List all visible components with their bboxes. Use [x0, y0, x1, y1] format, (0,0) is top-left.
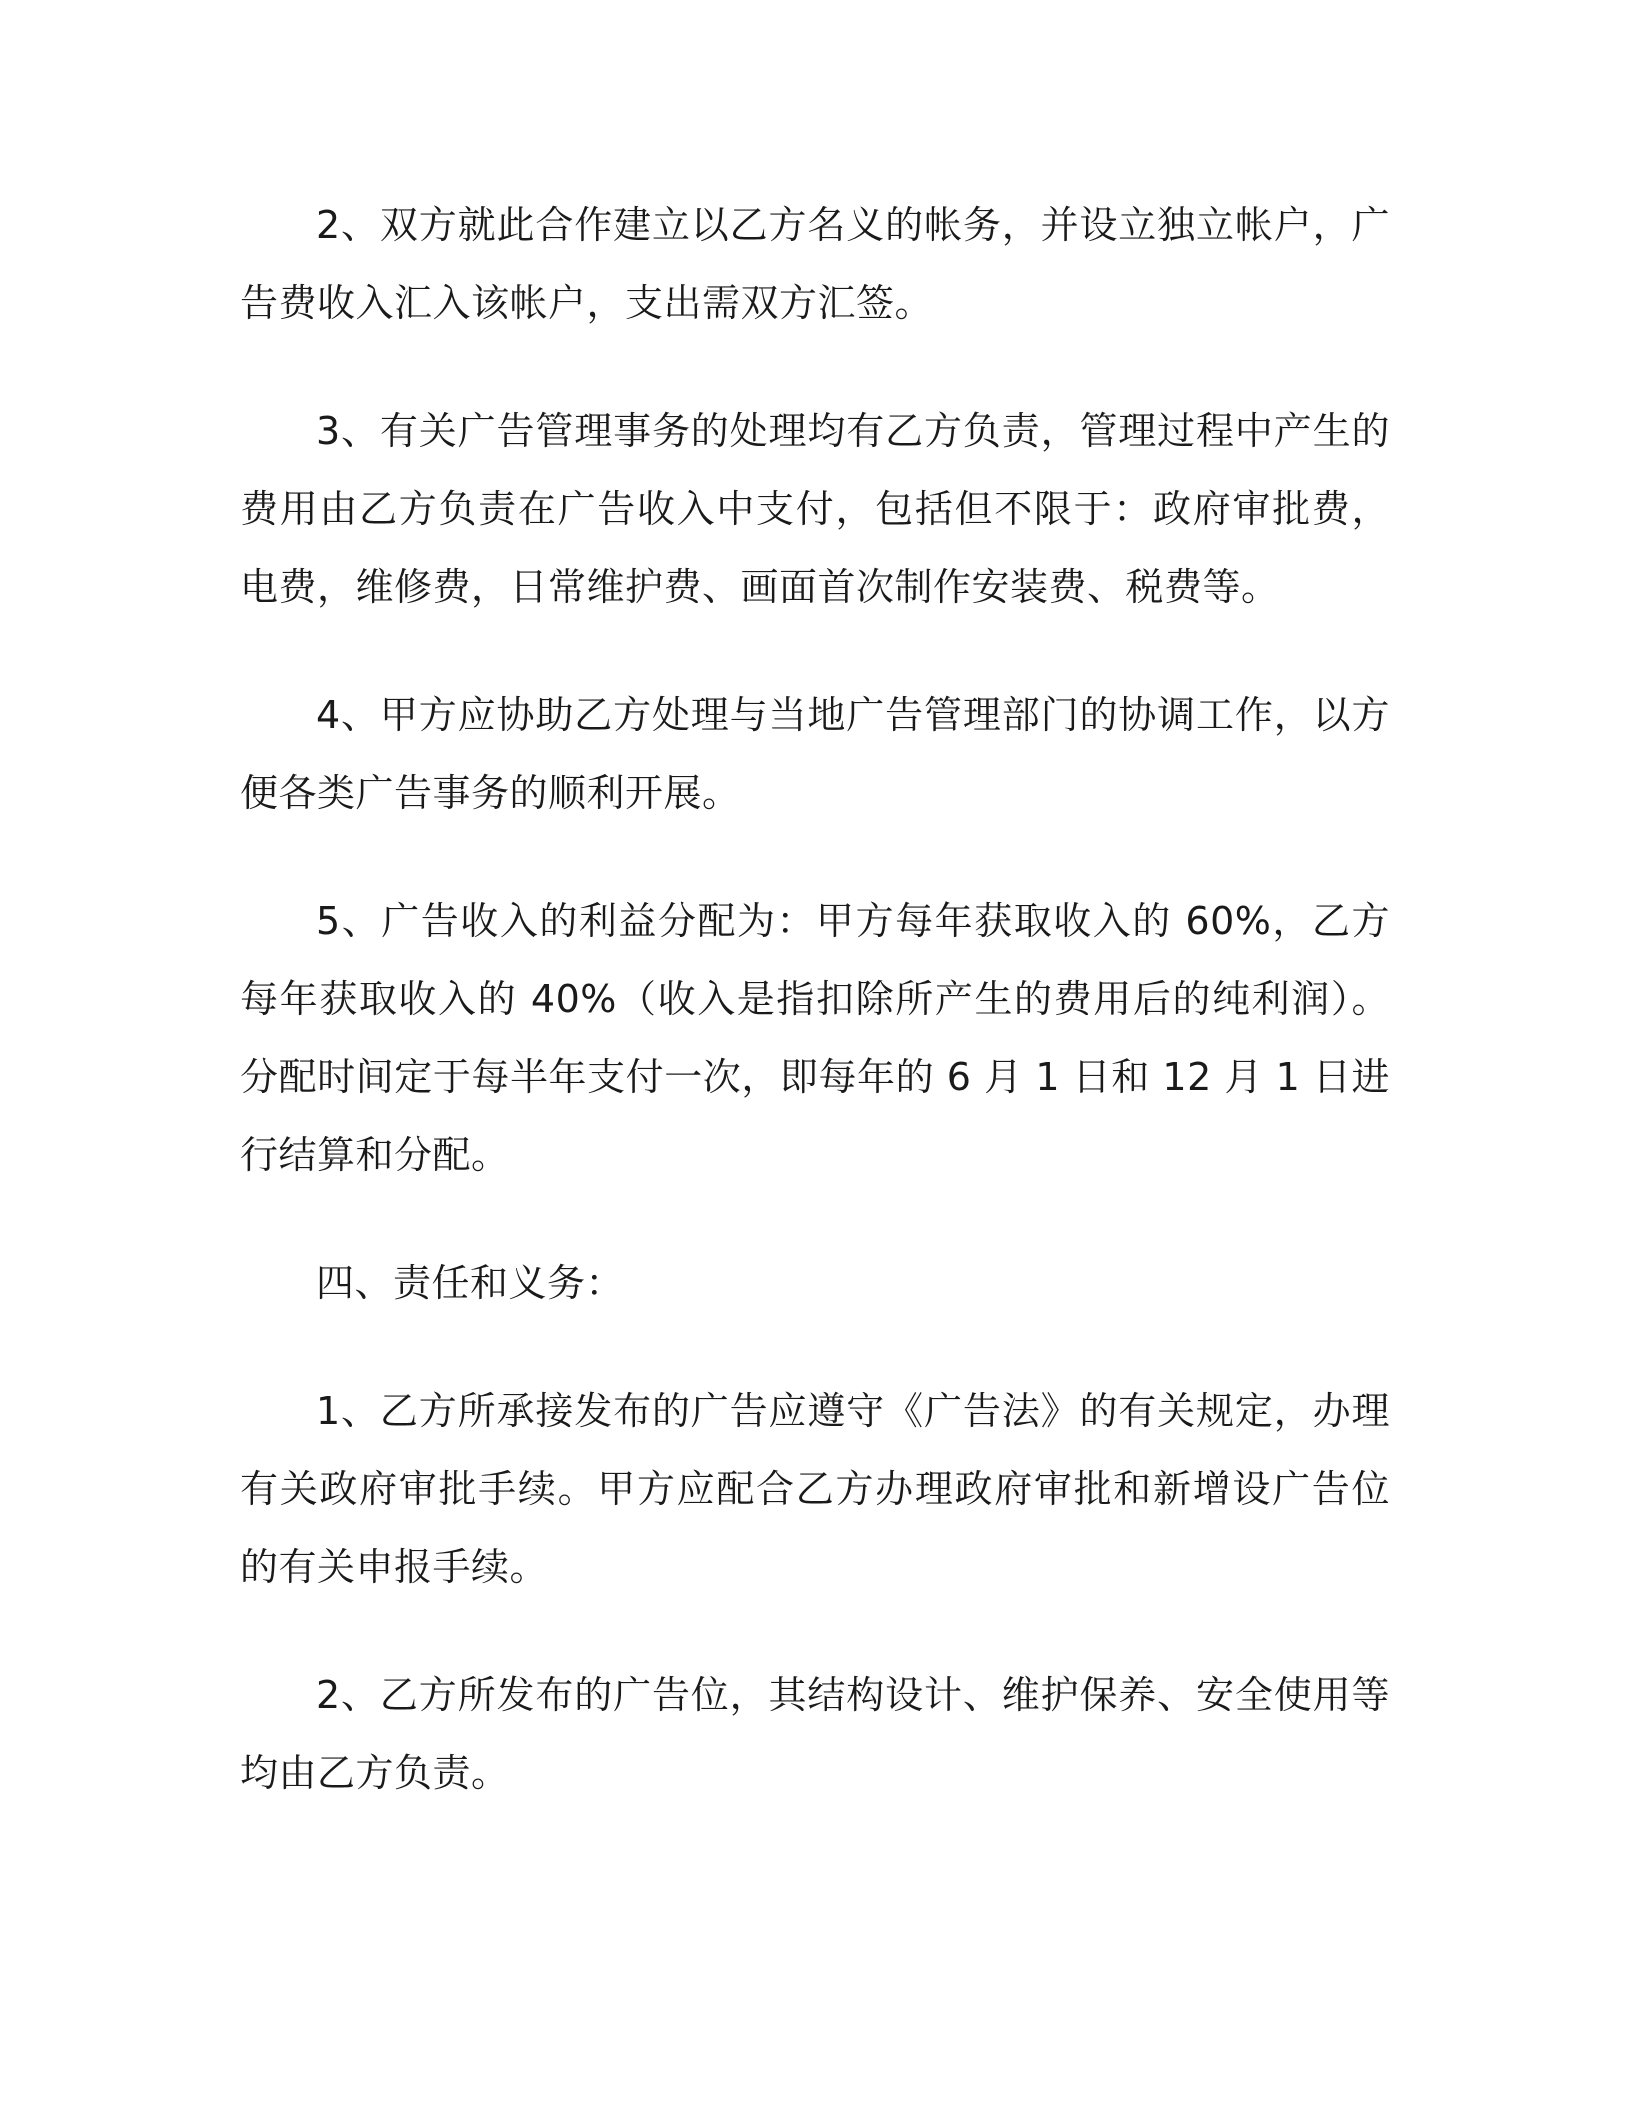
paragraph-duty-2-maintenance: 2、乙方所发布的广告位，其结构设计、维护保养、安全使用等均由乙方负责。: [240, 1673, 1390, 1795]
paragraph-clause-2-account: 2、双方就此合作建立以乙方名义的帐务，并设立独立帐户，广告费收入汇入该帐户，支出需双方汇签。: [240, 203, 1390, 325]
document-body: [240, 186, 1390, 1862]
paragraph-duty-1-compliance: 1、乙方所承接发布的广告应遵守《广告法》的有关规定，办理有关政府审批手续。甲方应配合乙方办理政府审批和新增设广告位的有关申报手续。: [240, 1389, 1390, 1589]
paragraph-clause-3-management: 3、有关广告管理事务的处理均有乙方负责，管理过程中产生的费用由乙方负责在广告收入中支付，包括但不限于：政府审批费，电费，维修费，日常维护费、画面首次制作安装费、税费等。: [240, 409, 1390, 609]
paragraph-clause-4-coordination: 4、甲方应协助乙方处理与当地广告管理部门的协调工作，以方便各类广告事务的顺利开展。: [240, 693, 1390, 815]
paragraph-clause-5-profit-sharing: 5、广告收入的利益分配为：甲方每年获取收入的 60%，乙方每年获取收入的 40%（收入是指扣除所产生的费用后的纯利润）。分配时间定于每半年支付一次，即每年的 6 月 1 日和 12 月 1 日进行结算和分配。: [240, 899, 1390, 1177]
section-heading-responsibilities: 四、责任和义务：: [316, 1261, 625, 1305]
